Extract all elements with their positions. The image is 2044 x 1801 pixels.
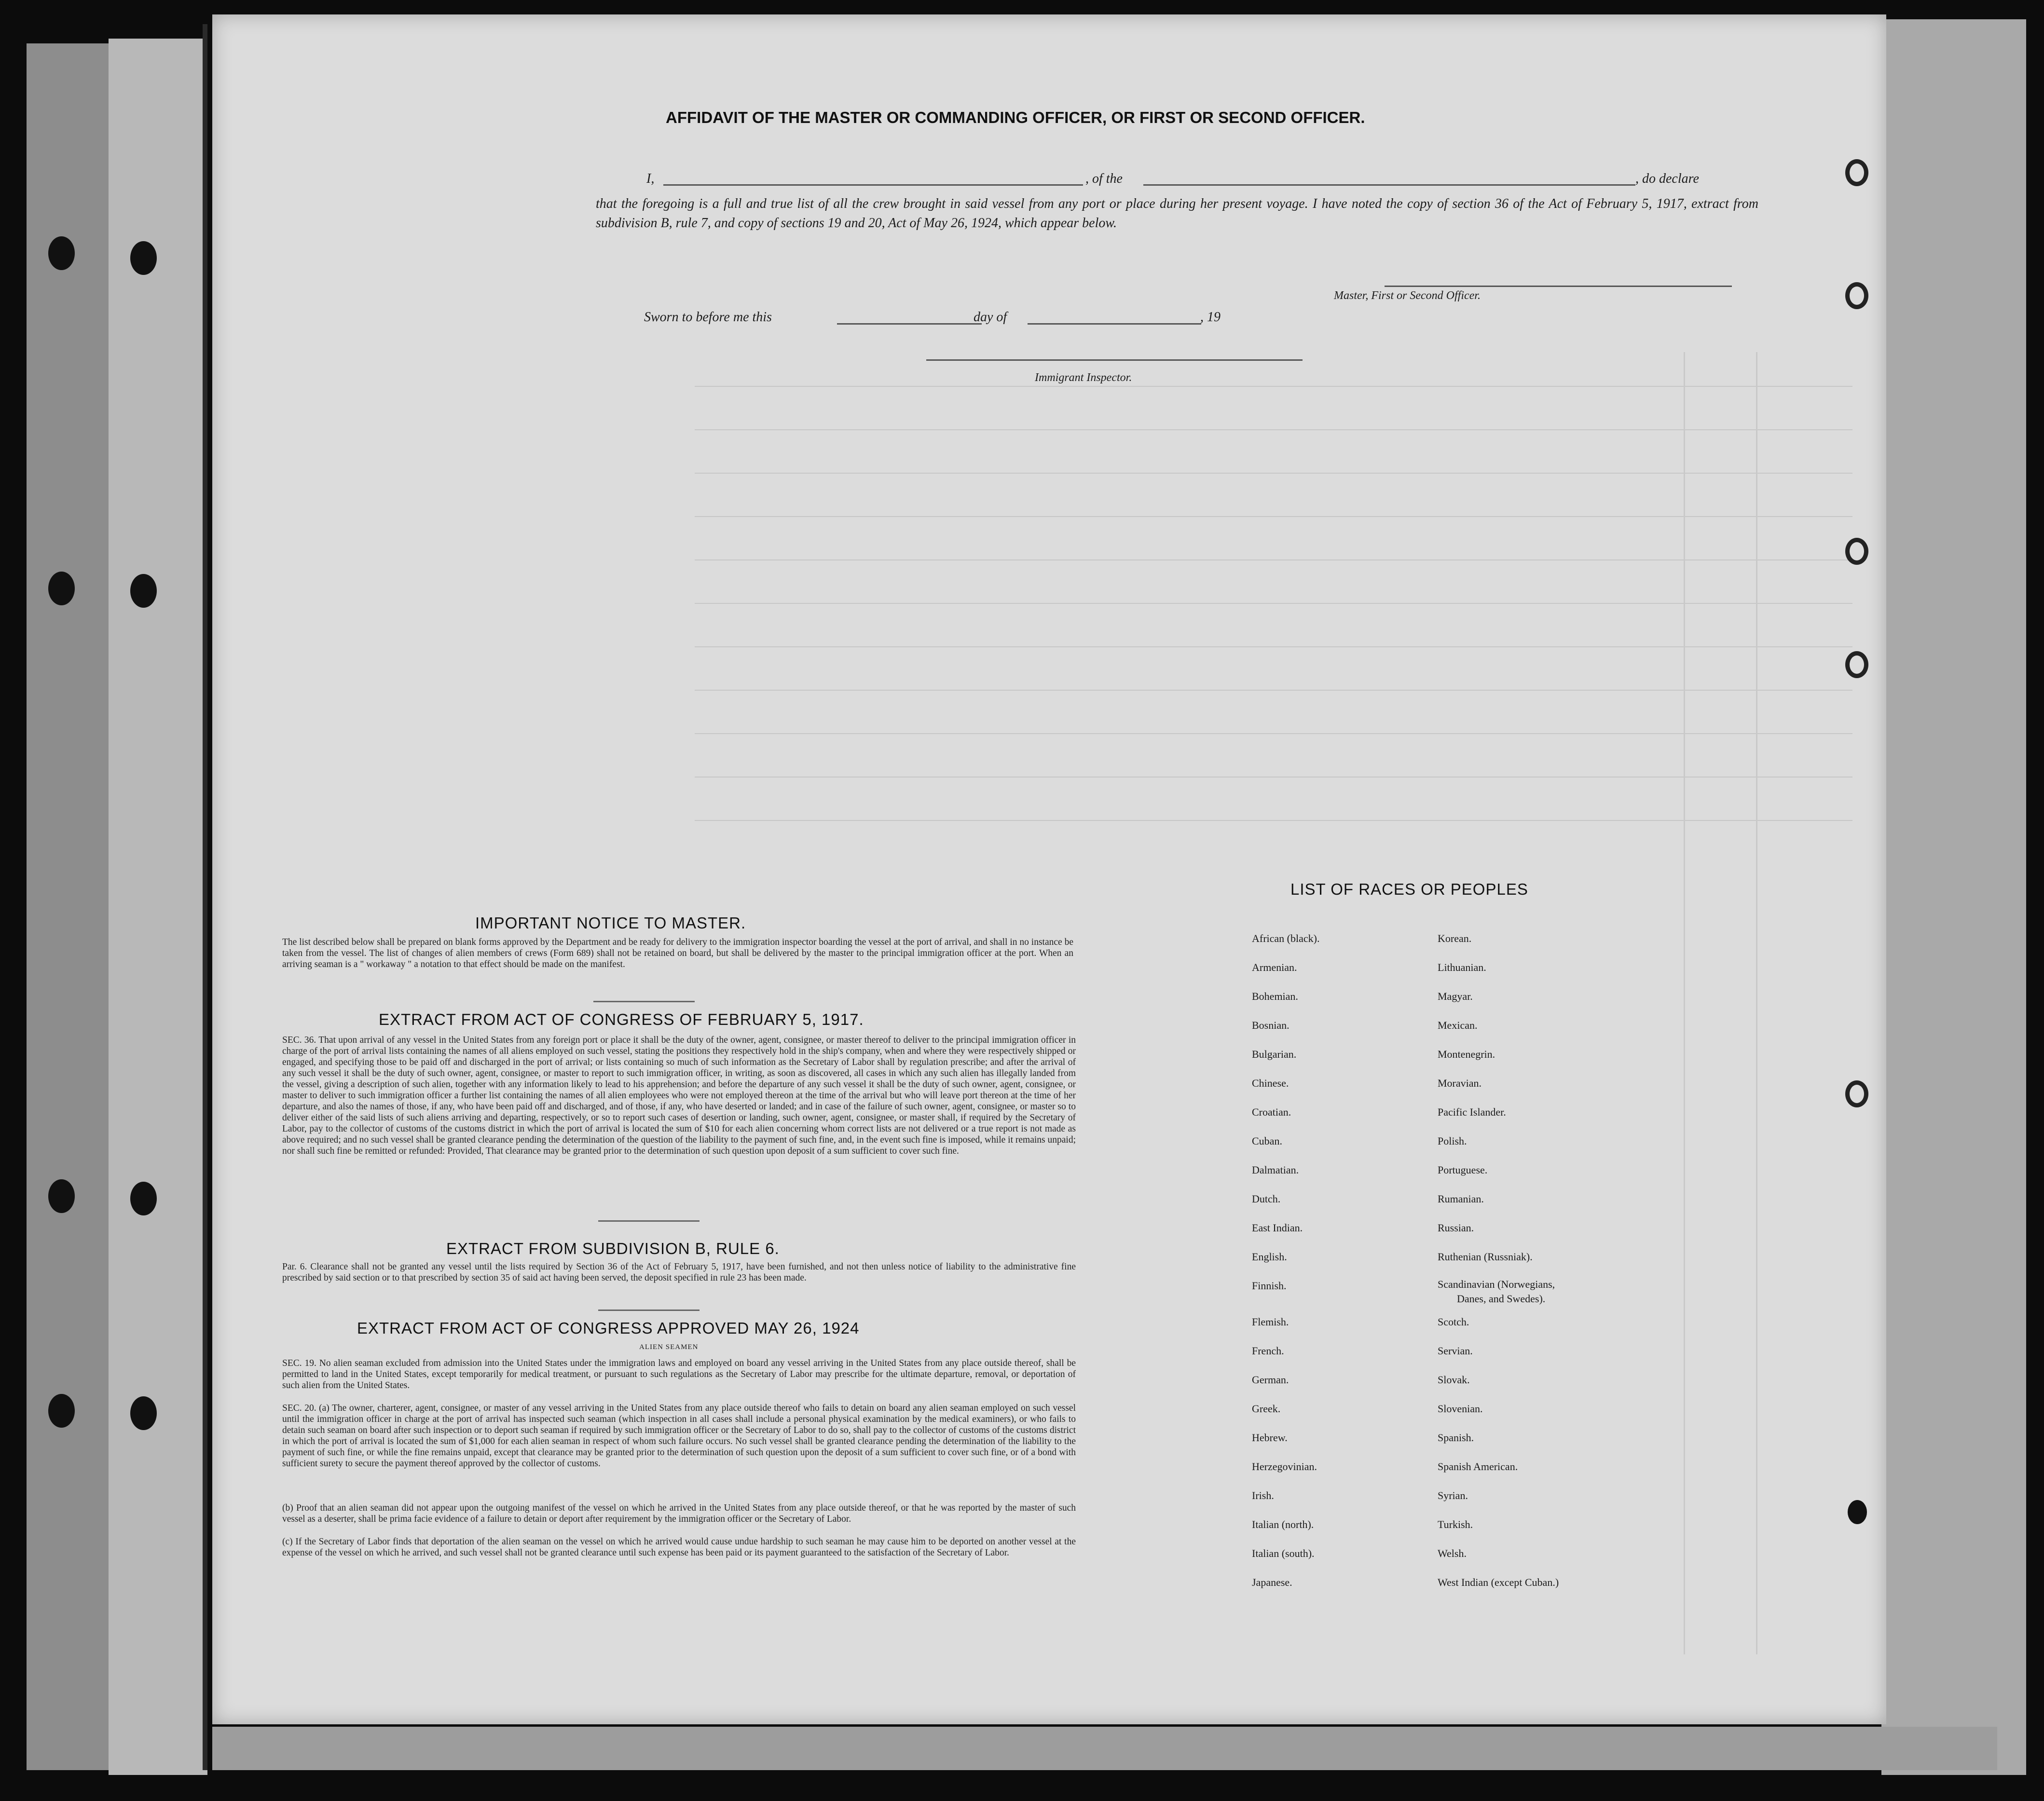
race-item: Bosnian. — [1252, 1019, 1290, 1031]
affidavit-i-label: I, — [646, 171, 655, 186]
bleed-through-rule — [695, 559, 1852, 560]
binder-hole — [48, 1179, 75, 1213]
race-item: Lithuanian. — [1438, 961, 1486, 973]
race-item: Slovak. — [1438, 1374, 1470, 1386]
race-item: Armenian. — [1252, 961, 1297, 973]
race-item: Irish. — [1252, 1489, 1274, 1501]
race-item: Portuguese. — [1438, 1164, 1488, 1176]
master-signature-line — [1385, 286, 1732, 287]
race-item: Syrian. — [1438, 1489, 1468, 1501]
sec19-text: SEC. 19. No alien seaman excluded from admission into the United States under the immigration laws and employed on board any vessel arriving in the United States from any place outside thereof, shall be permitted to land in the United States, except temporarily for medical treatment, or pursuant to such regulations as the Secretary of Labor may prescribe for the ultimate departure, removal, or deportation of such alien from the United States. — [282, 1358, 1076, 1391]
race-item: Hebrew. — [1252, 1432, 1288, 1444]
bleed-through-rule — [695, 603, 1852, 604]
race-item: Greek. — [1252, 1403, 1281, 1415]
extract-rule6-text: Par. 6. Clearance shall not be granted any vessel until the lists required by Section 36 of the Act of February 5, 1917, have been furnished, and not then unless notice of liability to the administrative fine prescribed by said section or to that prescribed by section 35 of said act having been served, the deposit specified in rule 23 has been made. — [282, 1262, 1076, 1283]
race-item: West Indian (except Cuban.) — [1438, 1576, 1559, 1588]
inspector-label: Immigrant Inspector. — [1035, 371, 1132, 384]
race-item: Finnish. — [1252, 1280, 1287, 1292]
affidavit-do-declare: , do declare — [1635, 171, 1699, 186]
race-item: Scotch. — [1438, 1316, 1469, 1328]
bleed-through-rule — [695, 473, 1852, 474]
race-item: Scandinavian (Norwegians, — [1438, 1278, 1555, 1290]
sec20b-text: (b) Proof that an alien seaman did not appear upon the outgoing manifest of the vessel on which he arrived in the United States from any place outside thereof, or that he was reported by the master of such vessel as a deserter, shall be prima facie evidence of a failure to detain or deport after requirement by the immigration officer or the Secretary of Labor. — [282, 1503, 1076, 1524]
binder-hole — [48, 1394, 75, 1428]
race-item-continuation: Danes, and Swedes). — [1457, 1293, 1546, 1305]
bleed-through-rule — [695, 777, 1852, 778]
race-item: Bohemian. — [1252, 990, 1298, 1002]
race-item: Chinese. — [1252, 1077, 1289, 1089]
bleed-through-column — [1756, 352, 1757, 1654]
sworn-month-blank — [1028, 323, 1201, 325]
race-item: Bulgarian. — [1252, 1048, 1297, 1060]
race-item: Magyar. — [1438, 990, 1473, 1002]
punch-hole — [1848, 1500, 1867, 1524]
punch-hole-ring — [1845, 651, 1868, 678]
race-item: French. — [1252, 1345, 1284, 1357]
notice-heading: IMPORTANT NOTICE TO MASTER. — [475, 914, 746, 932]
underlying-page-bottom — [212, 1727, 1997, 1770]
bleed-through-rule — [695, 646, 1852, 647]
name-blank — [663, 184, 1083, 186]
race-item: Dalmatian. — [1252, 1164, 1299, 1176]
year-label: , 19 — [1200, 310, 1221, 325]
race-item: Pacific Islander. — [1438, 1106, 1506, 1118]
punch-hole-ring — [1845, 159, 1868, 186]
race-item: Rumanian. — [1438, 1193, 1484, 1205]
race-item: Welsh. — [1438, 1547, 1467, 1559]
bleed-through-rule — [695, 690, 1852, 691]
divider — [598, 1310, 700, 1311]
race-item: Polish. — [1438, 1135, 1467, 1147]
race-item: Croatian. — [1252, 1106, 1291, 1118]
race-item: East Indian. — [1252, 1222, 1303, 1234]
race-item: African (black). — [1252, 932, 1320, 944]
affidavit-heading: AFFIDAVIT OF THE MASTER OR COMMANDING OFFICER, OR FIRST OR SECOND OFFICER. — [666, 109, 1365, 126]
bleed-through-rule — [695, 386, 1852, 387]
race-item: Italian (south). — [1252, 1547, 1315, 1559]
day-of-label: day of — [974, 310, 1007, 325]
sworn-day-blank — [837, 323, 982, 325]
race-item: Italian (north). — [1252, 1518, 1314, 1530]
sec20c-text: (c) If the Secretary of Labor finds that deportation of the alien seaman on the vessel on which he arrived would cause undue hardship to such seaman he may cause him to be deported on another vessel at the expense of the vessel on which he arrived, and such vessel shall not be granted clearance until such expense has been paid or its payment guaranteed to the satisfaction of the Secretary of Labor. — [282, 1537, 1076, 1558]
alien-seamen-subheading: ALIEN SEAMEN — [639, 1343, 699, 1351]
binder-hole — [130, 1182, 157, 1215]
extract-1924-heading: EXTRACT FROM ACT OF CONGRESS APPROVED MAY 26, 1924 — [357, 1319, 860, 1337]
bleed-through-rule — [695, 733, 1852, 734]
race-item: Russian. — [1438, 1222, 1474, 1234]
backing-strip-left — [27, 43, 109, 1770]
bleed-through-column — [1684, 352, 1685, 1654]
bleed-through-rule — [695, 429, 1852, 430]
underlying-page-right — [1881, 19, 2026, 1775]
notice-text: The list described below shall be prepared on blank forms approved by the Department and be ready for delivery to the immigration inspector boarding the vessel at the port of arrival, and shall in no instance be taken from the vessel. The list of changes of alien members of crews (Form 689) shall not be retained on board, but shall be delivered by the master to the principal immigration officer at the port. When an arriving seaman is a " workaway " a notation to that effect should be made on the manifest. — [282, 937, 1073, 969]
race-item: Dutch. — [1252, 1193, 1281, 1205]
race-item: Turkish. — [1438, 1518, 1473, 1530]
divider — [593, 1001, 695, 1002]
race-item: Herzegovinian. — [1252, 1460, 1317, 1473]
race-item: Moravian. — [1438, 1077, 1482, 1089]
inspector-signature-line — [926, 359, 1303, 361]
race-item: Spanish. — [1438, 1432, 1474, 1444]
punch-hole-ring — [1845, 538, 1868, 565]
race-item: Servian. — [1438, 1345, 1473, 1357]
race-item: Japanese. — [1252, 1576, 1292, 1588]
backing-strip-inner — [109, 39, 207, 1775]
extract-rule6-heading: EXTRACT FROM SUBDIVISION B, RULE 6. — [446, 1240, 780, 1257]
race-item: Korean. — [1438, 932, 1472, 944]
race-item: Spanish American. — [1438, 1460, 1518, 1473]
bleed-through-rule — [695, 820, 1852, 821]
sec20a-text: SEC. 20. (a) The owner, charterer, agent, consignee, or master of any vessel arriving in the United States from any place outside thereof who fails to detain on board any alien seaman employed on such vessel until the immigration officer in charge at the port of arrival has inspected such seaman (which inspection in all cases shall include a personal physical examination by the medical examiners), or who fails to detain such seaman on board after such inspection or to deport such seaman if required by such immigration officer or the Secretary of Labor to do so, shall pay to the collector of customs of the customs district in which the port of arrival is located the sum of $1,000 for each alien seaman in respect of whom such failure occurs. No such vessel shall be granted clearance pending the determination of the liability to the payment of such fine, or while the fine remains unpaid, except that clearance may be granted prior to the determination of such question upon the deposit of a sum sufficient to cover such fine, or of a bond with sufficient surety to secure the payment thereof approved by the collector of customs. — [282, 1403, 1076, 1469]
backing-edge — [203, 24, 207, 1770]
race-item: Ruthenian (Russniak). — [1438, 1251, 1533, 1263]
affidavit-of-the: , of the — [1085, 171, 1123, 186]
extract-1917-heading: EXTRACT FROM ACT OF CONGRESS OF FEBRUARY 5, 1917. — [379, 1010, 864, 1028]
race-item: Cuban. — [1252, 1135, 1282, 1147]
race-item: Montenegrin. — [1438, 1048, 1495, 1060]
race-item: Mexican. — [1438, 1019, 1478, 1031]
binder-hole — [130, 241, 157, 275]
sworn-label: Sworn to before me this — [644, 310, 772, 325]
punch-hole-ring — [1845, 282, 1868, 309]
affidavit-body: that the foregoing is a full and true list of all the crew brought in said vessel from any port or place during her present voyage. I have noted the copy of section 36 of the Act of February 5, 1917, extract from subdivision B, rule 7, and copy of sections 19 and 20, Act of May 26, 1924, which appear below. — [596, 196, 1758, 231]
bleed-through-rule — [695, 516, 1852, 517]
extract-1917-text: SEC. 36. That upon arrival of any vessel in the United States from any foreign port or place it shall be the duty of the owner, agent, consignee, or master thereof to deliver to the principal immigration officer in charge of the port of arrival lists containing the names of all aliens employed on such vessel, stating the positions they respectively hold in the ship's company, when and where they were respectively shipped or engaged, and specifying those to be paid off and discharged in the port of arrival; or lists containing so much of such information as the Secretary of Labor shall by regulation prescribe; and after the arrival of any such vessel it shall be the duty of such owner, agent, consignee, or master to report to such immigration officer, in writing, as soon as discovered, all cases in which any such alien has illegally landed from the vessel, giving a description of such alien, together with any information likely to lead to his apprehension; and before the departure of any such vessel it shall be the duty of such owner, agent, consignee, or master to deliver to such immigration officer a further list containing the names of all alien employees who were not employed thereon at the time of the arrival but who will leave port thereon at the time of her departure, and also the names of those, if any, who have been paid off and discharged, and of those, if any, who have deserted or landed; and in case of the failure of such owner, agent, consignee, or master so to deliver either of the said lists of such aliens arriving and departing, respectively, or so to report such cases of desertion or landing, such owner, agent, consignee, or master shall, if required by the Secretary of Labor, pay to the collector of customs of the customs district in which the port of arrival is located the sum of $10 for each alien concerning whom correct lists are not delivered or a true report is not made as above required; and no such vessel shall be granted clearance pending the determination of the question of the liability to the payment of such fine, and, in the event such fine is imposed, while it remains unpaid; nor shall such fine be remitted or refunded: Provided, That clearance may be granted prior to the determination of such question upon deposit of a sum sufficient to cover such fine. — [282, 1035, 1076, 1156]
vessel-blank — [1143, 184, 1635, 186]
race-item: Flemish. — [1252, 1316, 1289, 1328]
binder-hole — [130, 1396, 157, 1430]
binder-hole — [130, 574, 157, 608]
race-item: Slovenian. — [1438, 1403, 1483, 1415]
document-page — [212, 14, 1886, 1724]
races-heading: LIST OF RACES OR PEOPLES — [1290, 880, 1528, 898]
race-item: German. — [1252, 1374, 1289, 1386]
punch-hole-ring — [1845, 1080, 1868, 1107]
divider — [598, 1220, 700, 1222]
race-item: English. — [1252, 1251, 1287, 1263]
binder-hole — [48, 572, 75, 605]
master-signature-label: Master, First or Second Officer. — [1334, 289, 1481, 302]
binder-hole — [48, 236, 75, 270]
